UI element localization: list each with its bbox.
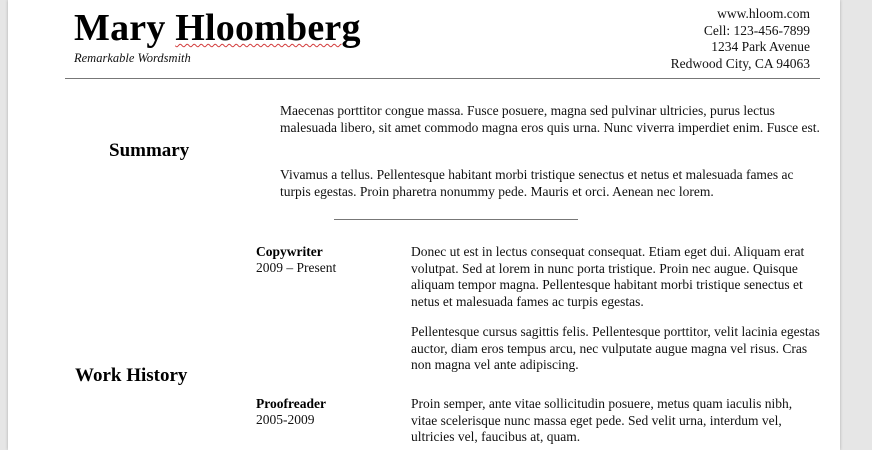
job-description-proofreader-1[interactable]: Proin semper, ante vitae sollicitudin posuere, metus quam iaculis nibh, vitae scelerisque nunc massa eget pede. Sed velit urna, interdum vel, ultricies vel, faucibus at, quam.: [411, 396, 793, 444]
contact-website[interactable]: www.hloom.com: [717, 6, 810, 21]
resume-name[interactable]: [74, 6, 361, 50]
name-last[interactable]: Hloomberg: [175, 7, 361, 49]
job-dates-proofreader[interactable]: 2005-2009: [256, 412, 315, 427]
name-first[interactable]: Mary: [74, 7, 176, 49]
job-dates-copywriter[interactable]: 2009 – Present: [256, 260, 337, 275]
contact-address-line1[interactable]: 1234 Park Avenue: [711, 39, 810, 54]
contact-block: [671, 6, 810, 72]
job-description-copywriter-1[interactable]: Donec ut est in lectus consequat consequat. Etiam eget dui. Aliquam erat volutpat. Sed at lorem in nunc porta tristique. Proin nec augue. Quisque aliquam tempor magna. Pellentesque habitant morbi tristique senectus et netus et malesuada fames ac turpis egestas.: [411, 244, 805, 309]
section-divider: [334, 219, 578, 220]
work-history-heading[interactable]: Work History: [75, 365, 188, 386]
summary-heading[interactable]: Summary: [109, 140, 190, 161]
job-description-copywriter-2[interactable]: Pellentesque cursus sagittis felis. Pellentesque porttitor, velit lacinia egestas auctor, diam eros tempus arcu, nec vulputate augue magna vel risus. Cras non magna vel ante adipiscing.: [411, 324, 820, 372]
summary-paragraph-1[interactable]: Maecenas porttitor congue massa. Fusce posuere, magna sed pulvinar ultricies, purus lectus malesuada libero, sit amet commodo magna eros quis urna. Nunc viverra imperdiet enim. Fusce est.: [280, 103, 820, 135]
job-title-copywriter[interactable]: Copywriter: [256, 244, 323, 259]
resume-page: [8, 0, 840, 450]
resume-tagline[interactable]: Remarkable Wordsmith: [74, 51, 191, 65]
contact-cell[interactable]: Cell: 123-456-7899: [703, 22, 810, 38]
job-title-proofreader[interactable]: Proofreader: [256, 396, 326, 411]
header-divider: [65, 78, 820, 79]
summary-paragraph-2[interactable]: Vivamus a tellus. Pellentesque habitant morbi tristique senectus et netus et malesuada fames ac turpis egestas. Proin pharetra nonummy pede. Mauris et orci. Aenean nec lorem.: [280, 167, 794, 199]
contact-address-line2[interactable]: Redwood City, CA 94063: [670, 55, 810, 71]
